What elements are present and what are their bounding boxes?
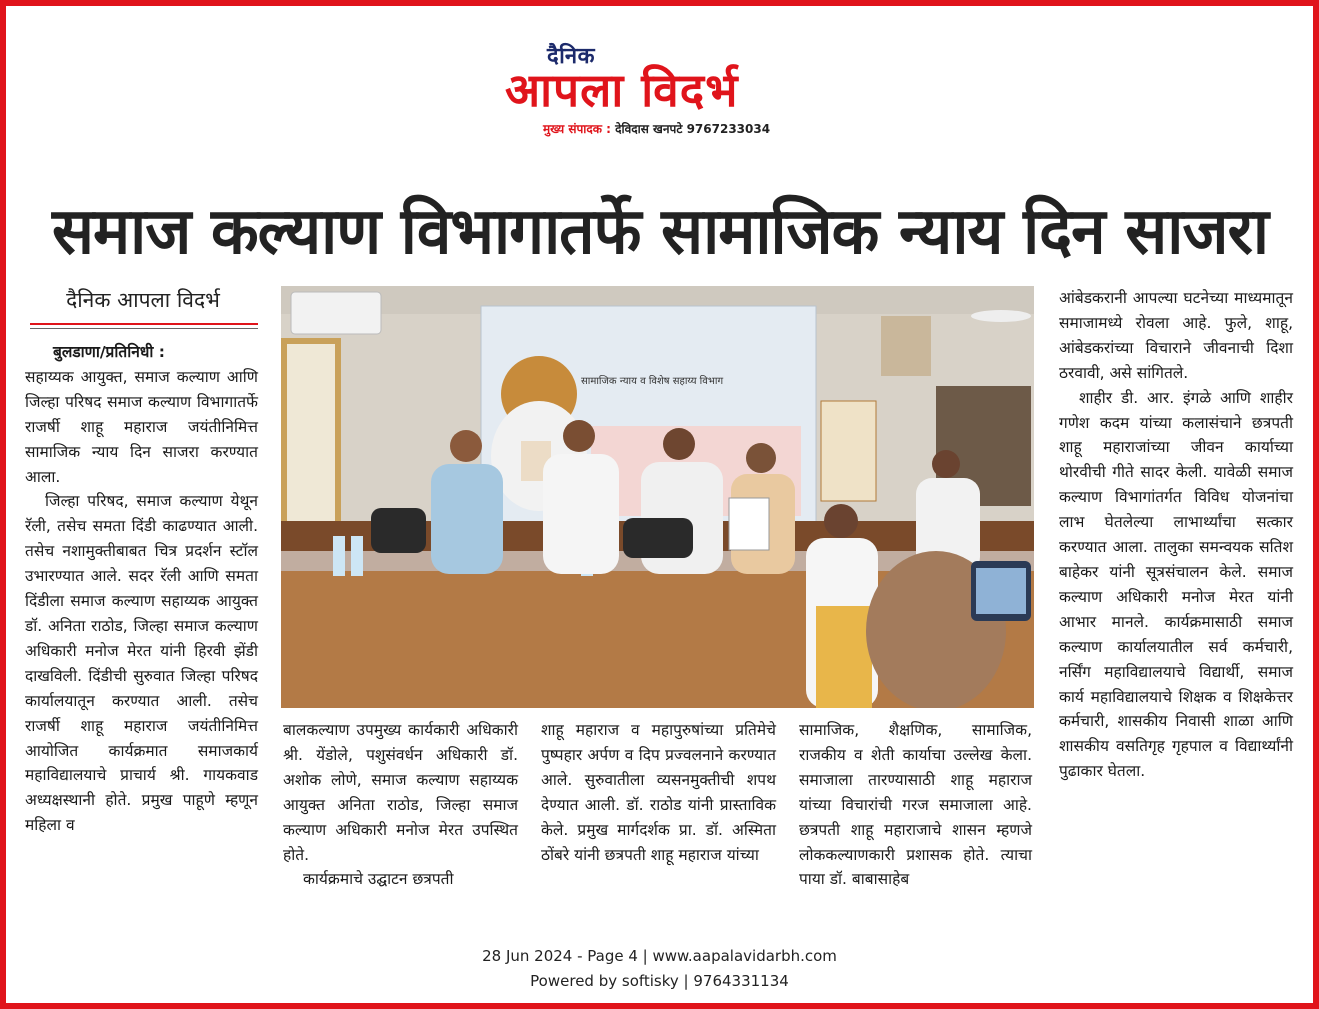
paragraph: कार्यक्रमाचे उद्घाटन छत्रपती: [303, 870, 454, 889]
banner-text: सामाजिक न्याय व विशेष सहाय्य विभाग: [581, 376, 724, 387]
article-column-5: [1059, 286, 1293, 784]
paragraph: शाहीर डी. आर. इंगळे आणि शाहीर गणेश कदम यांच्या कलासंचाने छत्रपती शाहू महाराजांच्या जीवन कार्याच्या थोरवीची गीते सादर केली. यावेळी समाज कल्याण विभागांतर्गत विविध योजनांचा लाभ घेतलेल्या लाभार्थ्यांचा सत्कार करण्यात आला. तालुका समन्वयक सतिश बाहेकर यांनी सूत्रसंचालन केले. समाज कल्याण अधिकारी मनोज मेरत यांनी आभार मानले. कार्यक्रमासाठी समाज कल्याण कार्यालयातील सर्व कर्मचारी, नर्सिंग महाविद्यालयाचे विद्यार्थी, समाज कार्य महाविद्यालयाचे शिक्षक व शिक्षकेत्तर कर्मचारी, शासकीय निवासी शाळा आणि शासकीय वसतिगृह गृहपाल व विद्यार्थ्यांनी पुढाकार घेतला.: [1059, 388, 1293, 781]
article-column-4: [799, 718, 1032, 892]
article-column-2: [283, 718, 518, 892]
dateline: बुलडाणा/प्रतिनिधी :: [53, 343, 165, 361]
byline-rule-grey: [30, 328, 258, 329]
byline-rule-red: [30, 323, 258, 325]
paragraph: बालकल्याण उपमुख्य कार्यकारी अधिकारी श्री. येंडोले, पशुसंवर्धन अधिकारी डॉ. अशोक लोणे, समाज कल्याण सहाय्यक आयुक्त अनिता राठोड, जिल्हा समाज कल्याण अधिकारी मनोज मेरत उपस्थित होते.: [283, 721, 518, 864]
editor-label: मुख्य संपादक :: [543, 122, 611, 136]
masthead-title: आपला विदर्भ: [505, 63, 739, 117]
editor-value: देविदास खनपटे 9767233034: [615, 122, 771, 136]
event-photo: [281, 286, 1034, 708]
masthead-editor: [543, 120, 770, 137]
footer-powered-by: Powered by softisky | 9764331134: [530, 972, 789, 990]
headline: समाज कल्याण विभागातर्फे सामाजिक न्याय दिन साजरा: [52, 195, 1268, 269]
event-photo-illustration: [281, 286, 1034, 708]
byline-brand: दैनिक आपला विदर्भ: [66, 288, 220, 312]
paragraph: शाहू महाराज व महापुरुषांच्या प्रतिमेचे पुष्पहार अर्पण व दिप प्रज्वलनाने करण्यात आले. सुरुवातीला व्यसनमुक्तीची शपथ देण्यात आली. डॉ. राठोड यांनी प्रास्ताविक केले. प्रमुख मार्गदर्शक प्रा. डॉ. अस्मिता ठोंबरे यांनी छत्रपती शाहू महाराज यांच्या: [541, 721, 776, 864]
masthead-prefix: दैनिक: [547, 44, 595, 69]
masthead: [505, 40, 815, 140]
paragraph: सहाय्यक आयुक्त, समाज कल्याण आणि जिल्हा परिषद समाज कल्याण विभागातर्फे राजर्षी शाहू महाराज जयंतीनिमित्त सामाजिक न्याय दिन साजरा करण्यात आला.: [25, 367, 258, 486]
paragraph: सामाजिक, शैक्षणिक, सामाजिक, राजकीय व शेती कार्याचा उल्लेख केला. समाजाला तारण्यासाठी शाहू महाराज यांच्या विचारांची गरज समाजाला आहे. छत्रपती शाहू महाराजाचे शासन म्हणजे लोककल्याणकारी प्रशासक होते. त्याचा पाया डॉ. बाबासाहेब: [799, 721, 1032, 889]
footer-date-page: 28 Jun 2024 - Page 4 | www.aapalavidarbh.com: [482, 947, 837, 965]
article-column-3: [541, 718, 776, 867]
article-column-1: [25, 340, 258, 838]
paragraph: जिल्हा परिषद, समाज कल्याण येथून रॅली, तसेच समता दिंडी काढण्यात आली. तसेच नशामुक्तीबाबत चित्र प्रदर्शन स्टॉल उभारण्यात आले. सदर रॅली आणि समता दिंडीला समाज कल्याण सहाय्यक आयुक्त डॉ. अनिता राठोड, जिल्हा समाज कल्याण अधिकारी मनोज मेरत यांनी हिरवी झेंडी दाखविली. दिंडीची सुरुवात जिल्हा परिषद कार्यालयातून करण्यात आली. तसेच राजर्षी शाहू महाराज जयंतीनिमित्त आयोजित कार्यक्रमात समाजकार्य महाविद्यालयाचे प्राचार्य श्री. गायकवाड अध्यक्षस्थानी होते. प्रमुख पाहूणे म्हणून महिला व: [25, 492, 258, 835]
paragraph: आंबेडकरानी आपल्या घटनेच्या माध्यमातून समाजामध्ये रोवला आहे. फुले, शाहू, आंबेडकरांच्या विचाराने जीवनाची दिशा ठरवावी, असे सांगितले.: [1059, 289, 1293, 382]
